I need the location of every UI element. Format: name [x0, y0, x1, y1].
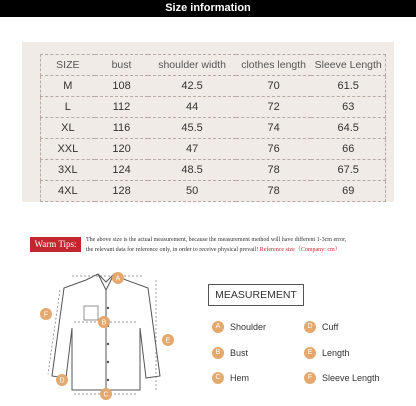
legend-marker-e: E: [304, 347, 316, 359]
shirt-illustration: [28, 268, 208, 401]
table-cell: 74: [236, 118, 312, 139]
legend-item-length: [304, 346, 350, 360]
legend-marker-a: A: [212, 321, 224, 333]
table-row: [41, 97, 386, 118]
table-cell: 67.5: [311, 160, 385, 181]
table-cell: 124: [95, 160, 149, 181]
table-cell: 69: [311, 181, 385, 202]
table-cell: 47: [148, 139, 236, 160]
legend-marker-b: B: [212, 347, 224, 359]
table-cell: 108: [95, 76, 149, 97]
table-cell: 61.5: [311, 76, 385, 97]
warm-tips-line-1: The above size is the actual measurement, because the measurement method will have different 1-3cm error,: [86, 237, 347, 243]
table-cell: 63: [311, 97, 385, 118]
warm-tips-text: [86, 236, 414, 255]
shirt-button: [107, 343, 109, 345]
shirt-diagram: [28, 268, 208, 401]
legend-item-hem: [212, 371, 249, 385]
table-cell: 44: [148, 97, 236, 118]
legend-item-cuff: [304, 320, 338, 334]
table-cell: XXL: [41, 139, 95, 160]
marker-b: [98, 316, 110, 328]
table-cell: 112: [95, 97, 149, 118]
marker-d-letter: D: [59, 377, 65, 385]
section-header: [0, 0, 416, 17]
size-table-panel: [22, 42, 394, 202]
legend-label: Hem: [230, 373, 250, 383]
table-cell: 76: [236, 139, 312, 160]
column-header: SIZE: [41, 55, 95, 76]
legend-marker-d: D: [304, 321, 316, 333]
reference-size-note: Reference size（Company: cm）: [259, 246, 341, 253]
column-header: bust: [95, 55, 149, 76]
table-row: [41, 160, 386, 181]
marker-c: [100, 388, 112, 400]
warm-tips: [30, 236, 410, 266]
column-header: Sleeve Length: [311, 55, 385, 76]
marker-a: [112, 272, 124, 284]
legend-item-bust: [212, 346, 248, 360]
marker-d: [56, 374, 68, 386]
legend-label: Cuff: [322, 322, 339, 332]
legend-label: Length: [322, 348, 350, 358]
marker-c-letter: C: [103, 391, 109, 399]
legend-marker-c: C: [212, 372, 224, 384]
table-cell: 45.5: [148, 118, 236, 139]
warm-tips-badge: Warm Tips:: [30, 237, 81, 252]
table-cell: 4XL: [41, 181, 95, 202]
table-row: [41, 139, 386, 160]
legend-marker-f: F: [304, 372, 316, 384]
legend-item-sleeve-length: [304, 371, 380, 385]
marker-e-letter: E: [165, 337, 171, 345]
table-row: [41, 181, 386, 202]
table-row: [41, 76, 386, 97]
table-cell: 50: [148, 181, 236, 202]
table-row: [41, 118, 386, 139]
table-cell: 78: [236, 160, 312, 181]
table-cell: L: [41, 97, 95, 118]
table-cell: 42.5: [148, 76, 236, 97]
legend-label: Bust: [230, 348, 249, 358]
shirt-pocket: [84, 306, 98, 320]
marker-f: [40, 308, 52, 320]
table-cell: 128: [95, 181, 149, 202]
size-table: [40, 54, 386, 202]
table-cell: M: [41, 76, 95, 97]
column-header: shoulder width: [148, 55, 236, 76]
shirt-button: [107, 307, 109, 309]
section-title: Size information: [165, 2, 251, 14]
legend-item-shoulder: [212, 320, 266, 334]
table-cell: 64.5: [311, 118, 385, 139]
table-cell: 120: [95, 139, 149, 160]
table-cell: 116: [95, 118, 149, 139]
table-cell: 3XL: [41, 160, 95, 181]
warm-tips-line-2: [86, 246, 414, 256]
shirt-button: [107, 361, 109, 363]
legend-label: Sleeve Length: [322, 373, 380, 383]
column-header: clothes length: [236, 55, 312, 76]
marker-a-letter: A: [115, 275, 121, 283]
table-cell: XL: [41, 118, 95, 139]
table-cell: 48.5: [148, 160, 236, 181]
legend-label: Shoulder: [230, 322, 267, 332]
marker-f-letter: F: [43, 311, 49, 319]
measurement-title: MEASUREMENT: [208, 284, 304, 306]
table-cell: 70: [236, 76, 312, 97]
marker-e: [162, 334, 174, 346]
warm-tips-line-2-text: the relevant data for reference only, in order to receive physical prevail!: [86, 246, 259, 253]
table-header-row: [41, 55, 386, 76]
table-cell: 72: [236, 97, 312, 118]
shirt-button: [107, 379, 109, 381]
marker-b-letter: B: [101, 319, 107, 327]
table-cell: 78: [236, 181, 312, 202]
table-cell: 66: [311, 139, 385, 160]
